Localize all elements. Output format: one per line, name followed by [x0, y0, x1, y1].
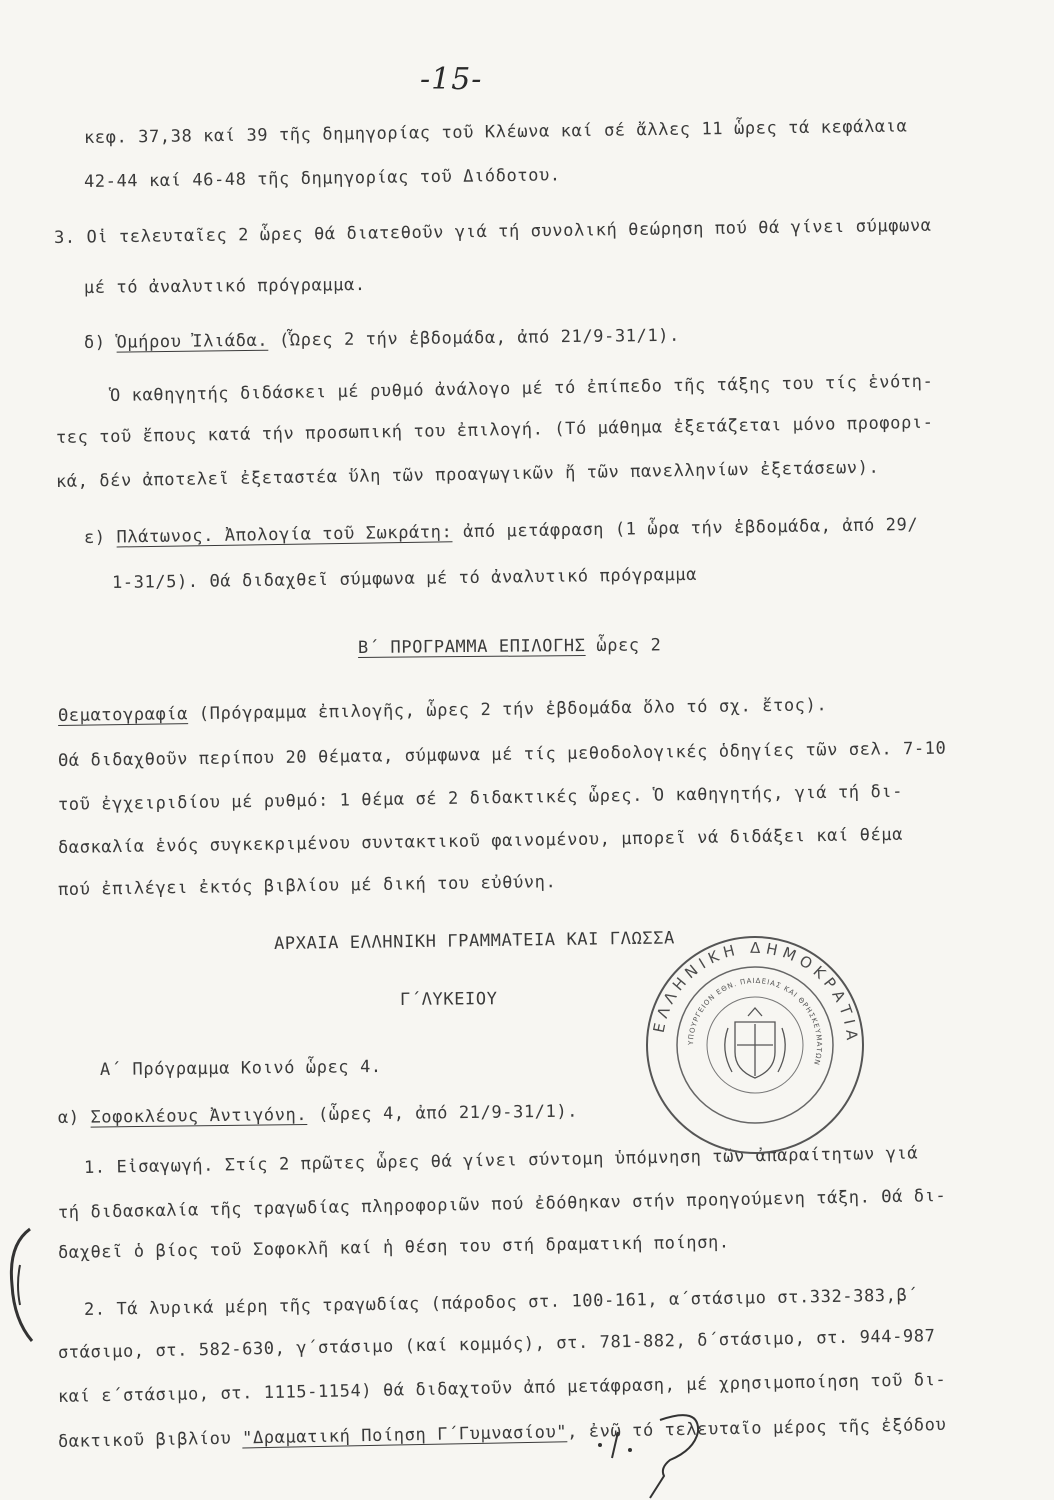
text-line: Θεματογραφία (Πρόγραμμα ἐπιλογῆς, ὧρες 2 τήν ἑβδομάδα ὅλο τό σχ. ἔτος).: [57, 695, 828, 726]
text-line: α) Σοφοκλέους Ἀντιγόνη. (ὧρες 4, ἀπό 21/9-31/1).: [57, 1101, 579, 1128]
book-title: "Δραματική Ποίηση Γ΄Γυμνασίου": [241, 1422, 568, 1449]
page-number: -15-: [420, 62, 483, 97]
text-line: 2. Τά λυρικά μέρη τῆς τραγωδίας (πάροδος στ. 100-161, α΄στάσιμο στ.332-383,β΄: [83, 1285, 919, 1320]
text-line: Θά διδαχθοῦν περίπου 20 θέματα, σύμφωνα μέ τίς μεθοδολογικές ὁδηγίες τῶν σελ. 7-10: [57, 738, 947, 771]
text-line: τες τοῦ ἔπους κατά τήν προσωπική του ἐπιλογή. (Τό μάθημα ἐξετάζεται μόνο προφορι-: [55, 412, 934, 448]
text-line: δασκαλία ἑνός συγκεκριμένου συντακτικοῦ φαινομένου, μπορεῖ νά διδάξει καί θέμα: [57, 824, 904, 858]
official-seal-stamp: [640, 930, 870, 1160]
handwritten-signature: [590, 1410, 730, 1500]
text-line: πού ἐπιλέγει ἐκτός βιβλίου μέ δική του εὐθύνη.: [57, 872, 557, 900]
seal-inner-text: ΥΠΟΥΡΓΕΙΟΝ ΕΘΝ. ΠΑΙΔΕΙΑΣ ΚΑΙ ΘΡΗΣΚΕΥΜΑΤΩΝ: [686, 976, 824, 1067]
subject-title: Θεματογραφία: [57, 704, 189, 726]
margin-bracket-mark: [2, 1225, 42, 1345]
work-title: Ὁμήρου Ἰλιάδα.: [116, 330, 269, 353]
section-heading: ΑΡΧΑΙΑ ΕΛΛΗΝΙΚΗ ΓΡΑΜΜΑΤΕΙΑ ΚΑΙ ΓΛΩΣΣΑ: [273, 928, 675, 954]
text-line: ε) Πλάτωνος. Ἀπολογία τοῦ Σωκράτη: ἀπό μετάφραση (1 ὧρα τήν ἑβδομάδα, ἀπό 29/: [83, 514, 919, 548]
seal-outer-text: ΕΛΛΗΝΙΚΗ ΔΗΜΟΚΡΑΤΙΑ: [649, 938, 862, 1046]
text-line: κά, δέν ἀποτελεῖ ἐξεταστέα ὕλη τῶν προαγωγικῶν ἤ τῶν πανελληνίων ἐξετάσεων).: [55, 457, 880, 492]
section-heading: Γ΄ΛΥΚΕΙΟΥ: [399, 989, 498, 1010]
text-line: στάσιμο, στ. 582-630, γ΄στάσιμο (καί κομμός), στ. 781-882, δ΄στάσιμο, στ. 944-987: [57, 1326, 936, 1363]
work-title: Σοφοκλέους Ἀντιγόνη.: [90, 1104, 308, 1128]
text-line: Α΄ Πρόγραμμα Κοινό ὧρες 4.: [99, 1057, 382, 1080]
text-line: δ) Ὁμήρου Ἰλιάδα. (Ὧρες 2 τήν ἑβδομάδα, ἀπό 21/9-31/1).: [83, 325, 681, 353]
text-line: δακτικοῦ βιβλίου "Δραματική Ποίηση Γ΄Γυμνασίου", ἐνῶ τό τελευταῖο μέρος τῆς ἐξόδου: [57, 1414, 947, 1452]
text-line: μέ τό ἀναλυτικό πρόγραμμα.: [83, 275, 366, 298]
text-line: δαχθεῖ ὁ βίος τοῦ Σοφοκλῆ καί ἡ θέση του στή δραματική ποίηση.: [57, 1232, 730, 1263]
text-line: καί ε΄στάσιμο, στ. 1115-1154) θά διδαχτοῦν ἀπό μετάφραση, μέ χρησιμοποίηση τοῦ δι-: [57, 1369, 947, 1407]
section-heading: Β΄ ΠΡΟΓΡΑΜΜΑ ΕΠΙΛΟΓΗΣ ὧρες 2: [357, 635, 662, 658]
text-line: 1-31/5). Θά διδαχθεῖ σύμφωνα μέ τό ἀναλυτικό πρόγραμμα: [111, 564, 698, 593]
text-line: κεφ. 37,38 καί 39 τῆς δημηγορίας τοῦ Κλέωνα καί σέ ἄλλες 11 ὧρες τά κεφάλαια: [83, 116, 908, 148]
text-line: τή διδασκαλία τῆς τραγωδίας πληροφοριῶν πού ἐδόθηκαν στήν προηγούμενη τάξη. Θά δι-: [57, 1185, 947, 1223]
text-line: 42-44 καί 46-48 τῆς δημηγορίας τοῦ Διόδοτου.: [83, 165, 561, 192]
text-line: τοῦ ἐγχειριδίου μέ ρυθμό: 1 θέμα σέ 2 διδακτικές ὧρες. Ὁ καθηγητής, γιά τή δι-: [57, 781, 904, 815]
text-line: Ὁ καθηγητής διδάσκει μέ ρυθμό ἀνάλογο μέ τό ἐπίπεδο τῆς τάξης του τίς ἑνότη-: [109, 371, 934, 406]
text-line: 1. Εἰσαγωγή. Στίς 2 πρῶτες ὧρες θά γίνει σύντομη ὑπόμνηση τῶν ἀπαραίτητων γιά: [83, 1143, 919, 1178]
coat-of-arms-icon: [725, 1008, 785, 1078]
text-line: 3. Οἱ τελευταῖες 2 ὧρες θά διατεθοῦν γιά τή συνολική θεώρηση πού θά γίνει σύμφωνα: [53, 215, 932, 248]
work-title: Πλάτωνος. Ἀπολογία τοῦ Σωκράτη:: [116, 522, 453, 548]
